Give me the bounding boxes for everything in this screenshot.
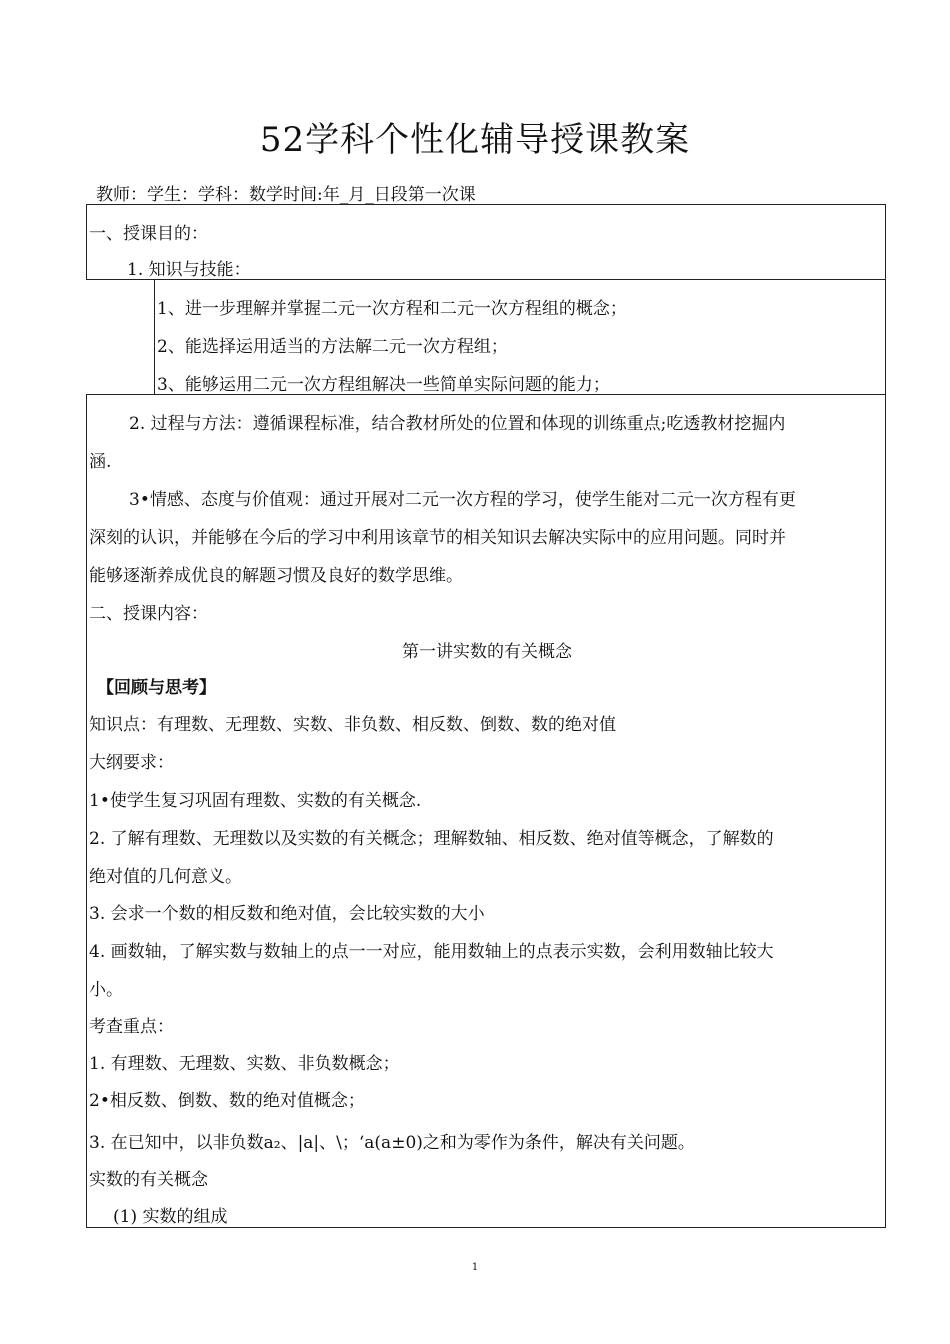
knowledge-item: 3、能够运用二元一次方程组解决一些简单实际问题的能力； [157,375,610,395]
review-heading: 【回顾与思考】 [97,678,216,698]
lecture-title: 第一讲实数的有关概念 [402,642,572,662]
attitude-line: 深刻的认识，并能够在今后的学习中利用该章节的相关知识去解决实际中的应用问题。同时并 [89,528,786,548]
syllabus-item: 小。 [89,980,123,1000]
knowledge-items-frame [154,279,886,395]
syllabus-item: 4. 画数轴，了解实数与数轴上的点一一对应，能用数轴上的点表示实数，会利用数轴比较大 [89,942,774,962]
process-line: 涵. [89,452,112,472]
main-content-frame [86,394,886,1228]
exam-item: 1. 有理数、无理数、实数、非负数概念； [89,1054,400,1074]
attitude-line: 能够逐渐养成优良的解题习惯及良好的数学思维。 [89,566,463,586]
exam-item: 2•相反数、倒数、数的绝对值概念； [89,1091,365,1111]
knowledge-heading: 1. 知识与技能： [127,260,251,280]
real-concepts-heading: 实数的有关概念 [89,1170,208,1190]
attitude-line: 3•情感、态度与价值观：通过开展对二元一次方程的学习，使学生能对二元一次方程有更 [129,490,796,510]
knowledge-item: 2、能选择运用适当的方法解二元一次方程组； [157,337,508,357]
composition-heading: (1) 实数的组成 [113,1207,228,1227]
syllabus-item: 绝对值的几何意义。 [89,867,242,887]
syllabus-item: 3. 会求一个数的相反数和绝对值，会比较实数的大小 [89,904,485,924]
info-line: 教师：学生：学科：数学时间:年_月_日段第一次课 [96,185,476,205]
exam-heading: 考查重点： [89,1017,174,1037]
content-heading: 二、授课内容： [89,604,208,624]
syllabus-item: 1•使学生复习巩固有理数、实数的有关概念. [89,791,422,811]
goal-heading: 一、授课目的： [89,224,208,244]
syllabus-item: 2. 了解有理数、无理数以及实数的有关概念；理解数轴、相反数、绝对值等概念，了解数的 [89,829,774,849]
knowledge-item: 1、进一步理解并掌握二元一次方程和二元一次方程组的概念； [157,299,627,319]
exam-item: 3. 在已知中，以非负数a₂、|a|、\；‘a(a±0)之和为零作为条件，解决有关问题。 [89,1133,695,1153]
page-number: 1 [471,1262,479,1273]
goal-frame [86,204,886,280]
process-line: 2. 过程与方法：遵循课程标准，结合教材所处的位置和体现的训练重点;吃透教材挖掘内 [129,414,786,434]
syllabus-heading: 大纲要求： [89,753,174,773]
knowledge-points: 知识点：有理数、无理数、实数、非负数、相反数、倒数、数的绝对值 [89,715,616,735]
page-title: 52学科个性化辅导授课教案 [259,120,691,160]
